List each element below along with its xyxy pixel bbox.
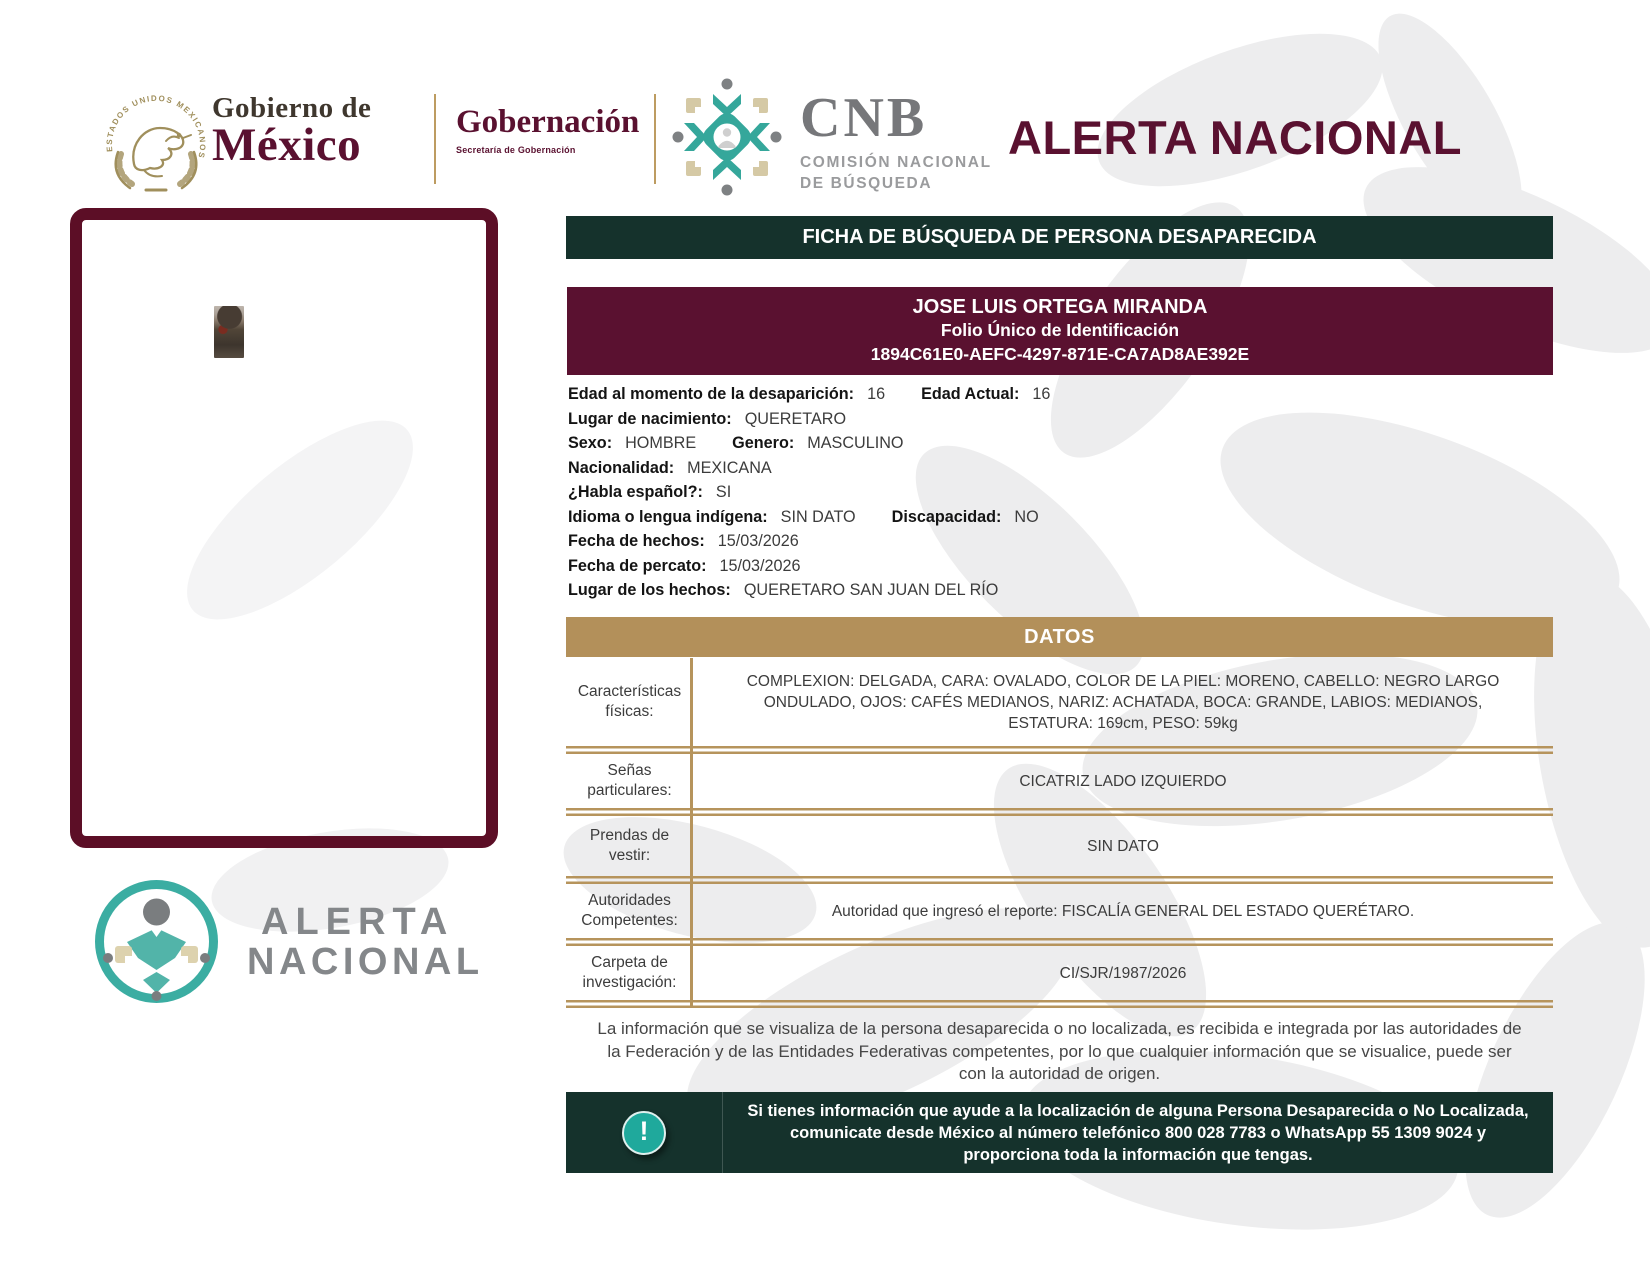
person-banner — [567, 287, 1553, 375]
logo-line1: ALERTA — [261, 901, 455, 943]
table-row — [566, 816, 1553, 876]
cnb-wordmark — [800, 87, 992, 193]
gobierno-line1: Gobierno de — [212, 92, 372, 124]
field-label: ¿Habla español?: — [568, 483, 703, 501]
table-vertical-divider — [690, 658, 693, 1008]
exclamation-icon — [622, 1111, 666, 1155]
cnb-name-line2: DE BÚSQUEDA — [800, 175, 933, 192]
page-title: ALERTA NACIONAL — [1008, 111, 1462, 164]
ficha-banner: FICHA DE BÚSQUEDA DE PERSONA DESAPARECIDA — [566, 216, 1553, 259]
alerta-nacional-wordmark — [247, 902, 484, 982]
field-label: Genero: — [732, 434, 795, 452]
folio-label: Folio Único de Identificación — [940, 320, 1180, 341]
table-row-label: Carpeta de investigación: — [582, 954, 677, 991]
photo-frame — [70, 208, 498, 848]
datos-table — [566, 658, 1553, 1008]
table-row-separator — [566, 746, 1553, 754]
field-row — [568, 410, 1553, 435]
coat-arc-label: ESTADOS UNIDOS MEXICANOS — [104, 93, 208, 161]
field-row — [568, 385, 1553, 410]
table-row-separator — [566, 876, 1553, 884]
field-label: Idioma o lengua indígena: — [568, 507, 768, 526]
field-label: Lugar de nacimiento: — [568, 409, 732, 428]
alert-icon-zone — [566, 1092, 723, 1173]
field-row — [568, 459, 1553, 484]
table-row-value: CICATRIZ LADO IZQUIERDO — [1019, 772, 1227, 790]
field-row — [568, 581, 1553, 606]
table-row-label: Características físicas: — [577, 683, 682, 720]
field-value: SI — [715, 483, 732, 501]
table-row-separator — [566, 808, 1553, 816]
datos-banner: DATOS — [566, 617, 1553, 657]
gobernacion-subtitle: Secretaría de Gobernación — [456, 145, 576, 155]
gobernacion-wordmark — [456, 104, 639, 155]
cnb-name-line1: COMISIÓN NACIONAL — [800, 154, 992, 171]
table-row — [566, 946, 1553, 1000]
field-value: QUERETARO — [744, 409, 847, 428]
field-value: 15/03/2026 — [717, 532, 799, 550]
field-value: MASCULINO — [807, 434, 904, 452]
disclaimer-line: La información que se visualiza de la persona desaparecida o no localizada, es recibida e integrada por las autoridades de — [597, 1019, 1522, 1038]
field-value: MEXICANA — [687, 458, 772, 477]
field-value: QUERETARO SAN JUAN DEL RÍO — [743, 581, 999, 599]
field-label: Nacionalidad: — [568, 458, 675, 477]
field-label: Edad Actual: — [921, 385, 1020, 403]
person-fields — [568, 385, 1553, 606]
field-value: 15/03/2026 — [719, 556, 801, 575]
field-value: NO — [1014, 507, 1039, 526]
table-row-value: COMPLEXION: DELGADA, CARA: OVALADO, COLOR DE LA PIEL: MORENO, CABELLO: NEGRO LARGO ONDULADO, OJOS: CAFÉS MEDIANOS, NARIZ: ACHATADA, BOCA: GRANDE, LABIOS: MEDIANOS, ESTATURA: 169cm, PESO: 59kg — [746, 672, 1500, 732]
field-row — [568, 532, 1553, 557]
table-row-label: Prendas de vestir: — [589, 827, 670, 864]
table-row-value: Autoridad que ingresó el reporte: FISCALÍA GENERAL DEL ESTADO QUERÉTARO. — [831, 902, 1415, 920]
table-row — [566, 658, 1553, 746]
gobierno-line2: México — [212, 119, 362, 171]
mexico-coat-of-arms-icon — [100, 78, 212, 196]
table-row-label: Señas particulares: — [587, 762, 672, 799]
person-photo — [214, 306, 244, 358]
field-label: Edad al momento de la desaparición: — [568, 385, 855, 403]
disclaimer-line: la Federación y de las Entidades Federativas competentes, por lo que cualquier información que se visualice, puede ser — [607, 1041, 1512, 1061]
disclaimer-text — [566, 1018, 1553, 1086]
field-row — [568, 434, 1553, 459]
field-row — [568, 508, 1553, 533]
svg-text:ESTADOS UNIDOS MEXICANOS — [105, 94, 207, 160]
contact-text-zone — [723, 1092, 1553, 1173]
cnb-emblem-icon — [666, 74, 788, 200]
table-bottom-border — [566, 1000, 1553, 1008]
table-row-separator — [566, 938, 1553, 946]
table-row-value: CI/SJR/1987/2026 — [1059, 964, 1187, 982]
field-label: Sexo: — [568, 434, 613, 452]
gobierno-de-mexico-wordmark — [212, 92, 371, 172]
person-name: JOSE LUIS ORTEGA MIRANDA — [912, 295, 1208, 318]
field-label: Fecha de percato: — [568, 556, 707, 575]
field-value: 16 — [1032, 385, 1051, 403]
folio-value: 1894C61E0-AEFC-4297-871E-CA7AD8AE392E — [870, 343, 1250, 364]
field-value: SIN DATO — [780, 507, 856, 526]
field-label: Discapacidad: — [891, 507, 1002, 526]
field-value: HOMBRE — [625, 434, 697, 452]
contact-line: proporciona toda la información que tengas. — [963, 1145, 1313, 1164]
logo-line2: NACIONAL — [247, 941, 484, 983]
contact-alert-banner — [566, 1092, 1553, 1173]
table-row — [566, 884, 1553, 938]
header-divider-2 — [654, 94, 656, 184]
field-row — [568, 483, 1553, 508]
field-label: Fecha de hechos: — [568, 532, 705, 550]
header-divider-1 — [434, 94, 436, 184]
table-row-value: SIN DATO — [1087, 837, 1159, 855]
table-row — [566, 754, 1553, 808]
field-value: 16 — [867, 385, 886, 403]
contact-line: Si tienes información que ayude a la localización de alguna Persona Desaparecida o No Localizada, — [747, 1101, 1529, 1120]
contact-line: comunicate desde México al número telefónico 800 028 7783 o WhatsApp 55 1309 9024 y — [789, 1123, 1487, 1142]
field-label: Lugar de los hechos: — [568, 581, 731, 599]
field-row — [568, 557, 1553, 582]
cnb-acronym: CNB — [800, 87, 928, 149]
disclaimer-line: con la autoridad de origen. — [958, 1064, 1161, 1083]
table-row-label: Autoridades Competentes: — [581, 892, 678, 929]
alerta-nacional-logo-icon — [91, 876, 222, 1007]
gobernacion-title: Gobernación — [456, 104, 640, 140]
